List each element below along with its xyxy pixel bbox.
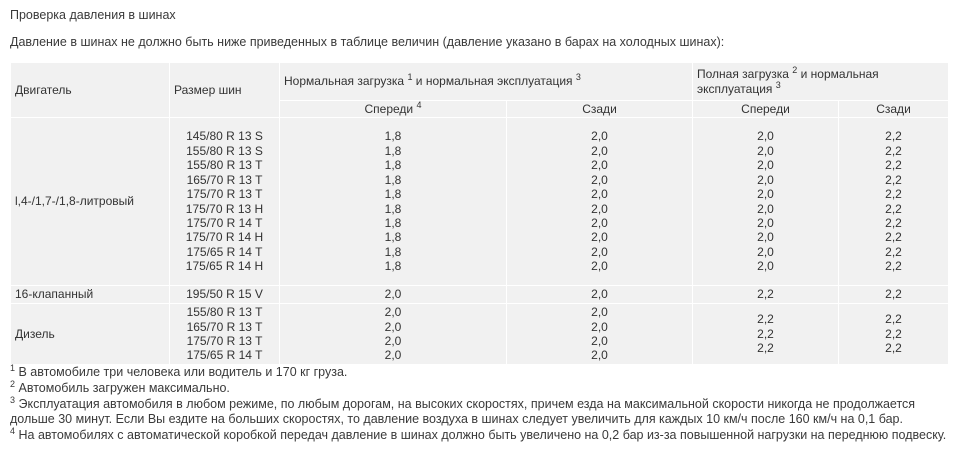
footnote: $^3$ Эксплуатация автомобиля в любом режиме, по любым дорогам, на высоких скоростях, причем езда на максимальной скорости никогда не продолжается дольше 30 минут. Если Вы ездите на больших скоростях, то давление воздуха в шинах следует увеличить для каждых 10 км/ч после 160 км/ч на 0,1 бар. bbox=[10, 394, 916, 426]
normal-front-cell: 1,8 1,8 1,8 1,8 1,8 1,8 1,8 1,8 1,8 1,8 bbox=[280, 118, 507, 286]
normal-rear-cell: 2,0 2,0 2,0 2,0 bbox=[507, 304, 693, 365]
footnote: $^2$ Автомобиль загружен максимально. bbox=[10, 378, 230, 395]
full-rear-cell: 2,2 2,2 2,2 2,2 2,2 2,2 2,2 2,2 2,2 2,2 bbox=[839, 118, 949, 286]
full-rear-cell: 2,2 2,2 2,2 bbox=[839, 304, 949, 365]
tire-sizes-cell: 155/80 R 13 T 165/70 R 13 T 175/70 R 13 T 175/65 R 14 T bbox=[170, 304, 280, 365]
table-row bbox=[11, 304, 949, 365]
full-front-cell: 2,0 2,0 2,0 2,0 2,0 2,0 2,0 2,0 2,0 2,0 bbox=[693, 118, 839, 286]
header-full-rear: Сзади bbox=[839, 101, 949, 118]
table-row bbox=[11, 118, 949, 286]
footnote: $^4$ На автомобилях с автоматической коробкой передач давление в шинах должно быть увеличено на 0,2 бар из-за повышенной нагрузки на переднюю подвеску. bbox=[10, 425, 947, 442]
normal-front-cell: 2,0 bbox=[280, 286, 507, 304]
full-front-cell: 2,2 2,2 2,2 bbox=[693, 304, 839, 365]
header-row bbox=[11, 63, 949, 101]
full-rear-cell: 2,2 bbox=[839, 286, 949, 304]
tire-sizes-cell: 195/50 R 15 V bbox=[170, 286, 280, 304]
engine-cell: Дизель bbox=[11, 304, 170, 365]
header-full-front: Спереди bbox=[693, 101, 839, 118]
engine-cell: 16-клапанный bbox=[11, 286, 170, 304]
full-front-cell: 2,2 bbox=[693, 286, 839, 304]
normal-front-cell: 2,0 2,0 2,0 2,0 bbox=[280, 304, 507, 365]
normal-rear-cell: 2,0 2,0 2,0 2,0 2,0 2,0 2,0 2,0 2,0 2,0 bbox=[507, 118, 693, 286]
footnote: $^1$ В автомобиле три человека или водитель и 170 кг груза. bbox=[10, 362, 348, 379]
page-title: Проверка давления в шинах bbox=[10, 8, 176, 22]
header-engine: Двигатель bbox=[11, 63, 170, 118]
header-full-load: Полная загрузка $^2$ и нормальная эксплуатация $^3$ bbox=[693, 63, 949, 101]
engine-cell: l,4-/1,7-/1,8-литровый bbox=[11, 118, 170, 286]
normal-rear-cell: 2,0 bbox=[507, 286, 693, 304]
table-row bbox=[11, 286, 949, 304]
header-normal-load: Нормальная загрузка $^1$ и нормальная эксплуатация $^3$ bbox=[280, 63, 693, 101]
header-normal-rear: Сзади bbox=[507, 101, 693, 118]
header-tire-size: Размер шин bbox=[170, 63, 280, 118]
tire-pressure-table bbox=[10, 62, 949, 365]
header-normal-front: Спереди $^4$ bbox=[280, 101, 507, 118]
tire-sizes-cell: 145/80 R 13 S 155/80 R 13 S 155/80 R 13 T 165/70 R 13 T 175/70 R 13 T 175/70 R 13 H 175/70 R 14 T 175/70 R 14 H 175/65 R 14 T 175/65 R 14 H bbox=[170, 118, 280, 286]
footnotes bbox=[10, 362, 950, 444]
intro-text: Давление в шинах не должно быть ниже приведенных в таблице величин (давление указано в барах на холодных шинах): bbox=[10, 35, 725, 49]
